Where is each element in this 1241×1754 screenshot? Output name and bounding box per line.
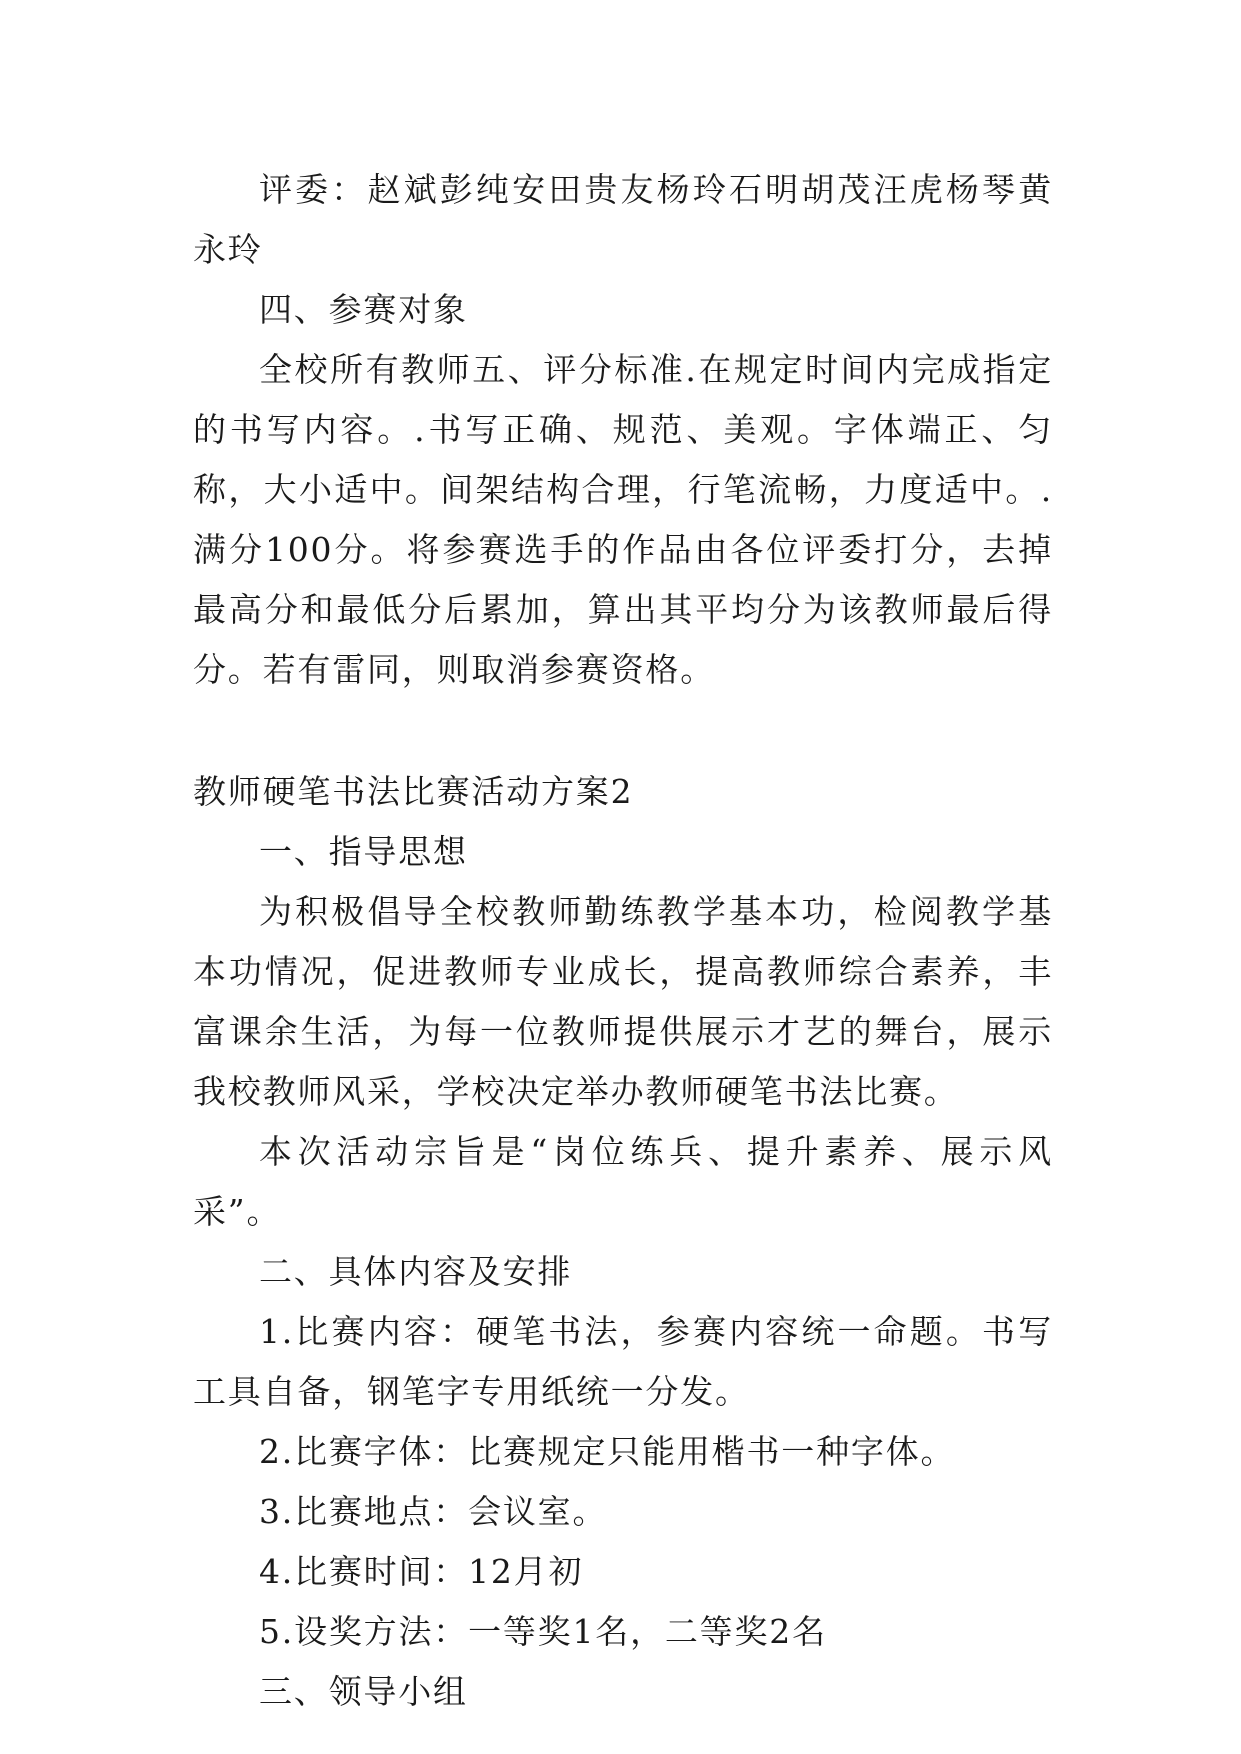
purpose-paragraph: 为积极倡导全校教师勤练教学基本功，检阅教学基本功情况，促进教师专业成长，提高教师综合素养，丰富课余生活，为每一位教师提供展示才艺的舞台，展示我校教师风采，学校决定举办教师硬笔书法比赛。 [193,892,1053,1111]
heading-guiding-idea: 一、指导思想 [259,832,468,871]
list-item: 1.比赛内容：硬笔书法，参赛内容统一命题。书写工具自备，钢笔字专用纸统一分发。 [193,1312,1053,1411]
list-item: 4.比赛时间：12月初 [259,1552,584,1591]
heading-leadership-group: 三、领导小组 [259,1672,468,1711]
list-item: 3.比赛地点：会议室。 [259,1492,608,1531]
plan-title: 教师硬笔书法比赛活动方案2 [193,772,634,811]
judges-line: 评委：赵斌彭纯安田贵友杨玲石明胡茂汪虎杨琴黄永玲 [193,170,1053,269]
heading-participants: 四、参赛对象 [259,290,468,329]
aim-paragraph: 本次活动宗旨是“岗位练兵、提升素养、展示风采”。 [193,1132,1053,1231]
list-item: 2.比赛字体：比赛规定只能用楷书一种字体。 [259,1432,956,1471]
document-body [193,160,1053,1722]
heading-content-arrangement: 二、具体内容及安排 [259,1252,573,1291]
scoring-paragraph: 全校所有教师五、评分标准.在规定时间内完成指定的书写内容。.书写正确、规范、美观。字体端正、匀称，大小适中。间架结构合理，行笔流畅，力度适中。.满分100分。将参赛选手的作品由各位评委打分，去掉最高分和最低分后累加，算出其平均分为该教师最后得分。若有雷同，则取消参赛资格。 [193,350,1053,689]
list-item: 5.设奖方法：一等奖1名，二等奖2名 [259,1612,827,1651]
